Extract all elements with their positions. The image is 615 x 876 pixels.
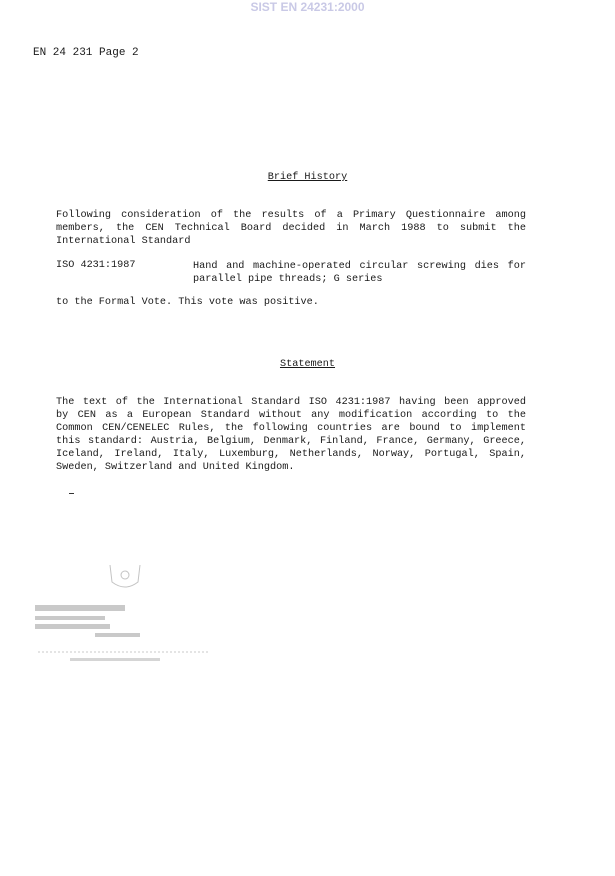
standard-title [193,260,526,286]
text-line: to the Formal Vote. This vote was positive. [56,297,319,308]
standard-id: ISO 4231:1987 [56,260,136,271]
text-line: members, the CEN Technical Board decided in March 1988 to submit the [56,223,526,234]
text-line: this standard: Austria, Belgium, Denmark, Finland, France, Germany, Greece, [56,436,526,447]
brief-history-intro [56,209,526,248]
text-line: The text of the International Standard ISO 4231:1987 having been approved [56,397,526,408]
statement-body [56,396,526,474]
stray-mark [69,493,74,494]
text-line: Iceland, Ireland, Italy, Luxemburg, Netherlands, Norway, Portugal, Spain, [56,449,526,460]
text-line: Following consideration of the results of a Primary Questionnaire among [56,210,526,221]
text-line: International Standard [56,236,191,247]
text-line: by CEN as a European Standard without any modification according to the [56,410,526,421]
brief-history-heading: Brief History [267,172,348,183]
text-line: Sweden, Switzerland and United Kingdom. [56,462,295,473]
page-header: EN 24 231 Page 2 [33,47,139,59]
text-line: Common CEN/CENELEC Rules, the following countries are bound to implement [56,423,526,434]
watermark: SIST EN 24231:2000 [250,0,365,14]
statement-heading: Statement [279,359,336,370]
brief-history-closing [56,296,526,309]
faded-stamp-seal [30,560,220,670]
text-line: parallel pipe threads; G series [193,274,383,285]
text-line: Hand and machine-operated circular screwing dies for [193,261,526,272]
